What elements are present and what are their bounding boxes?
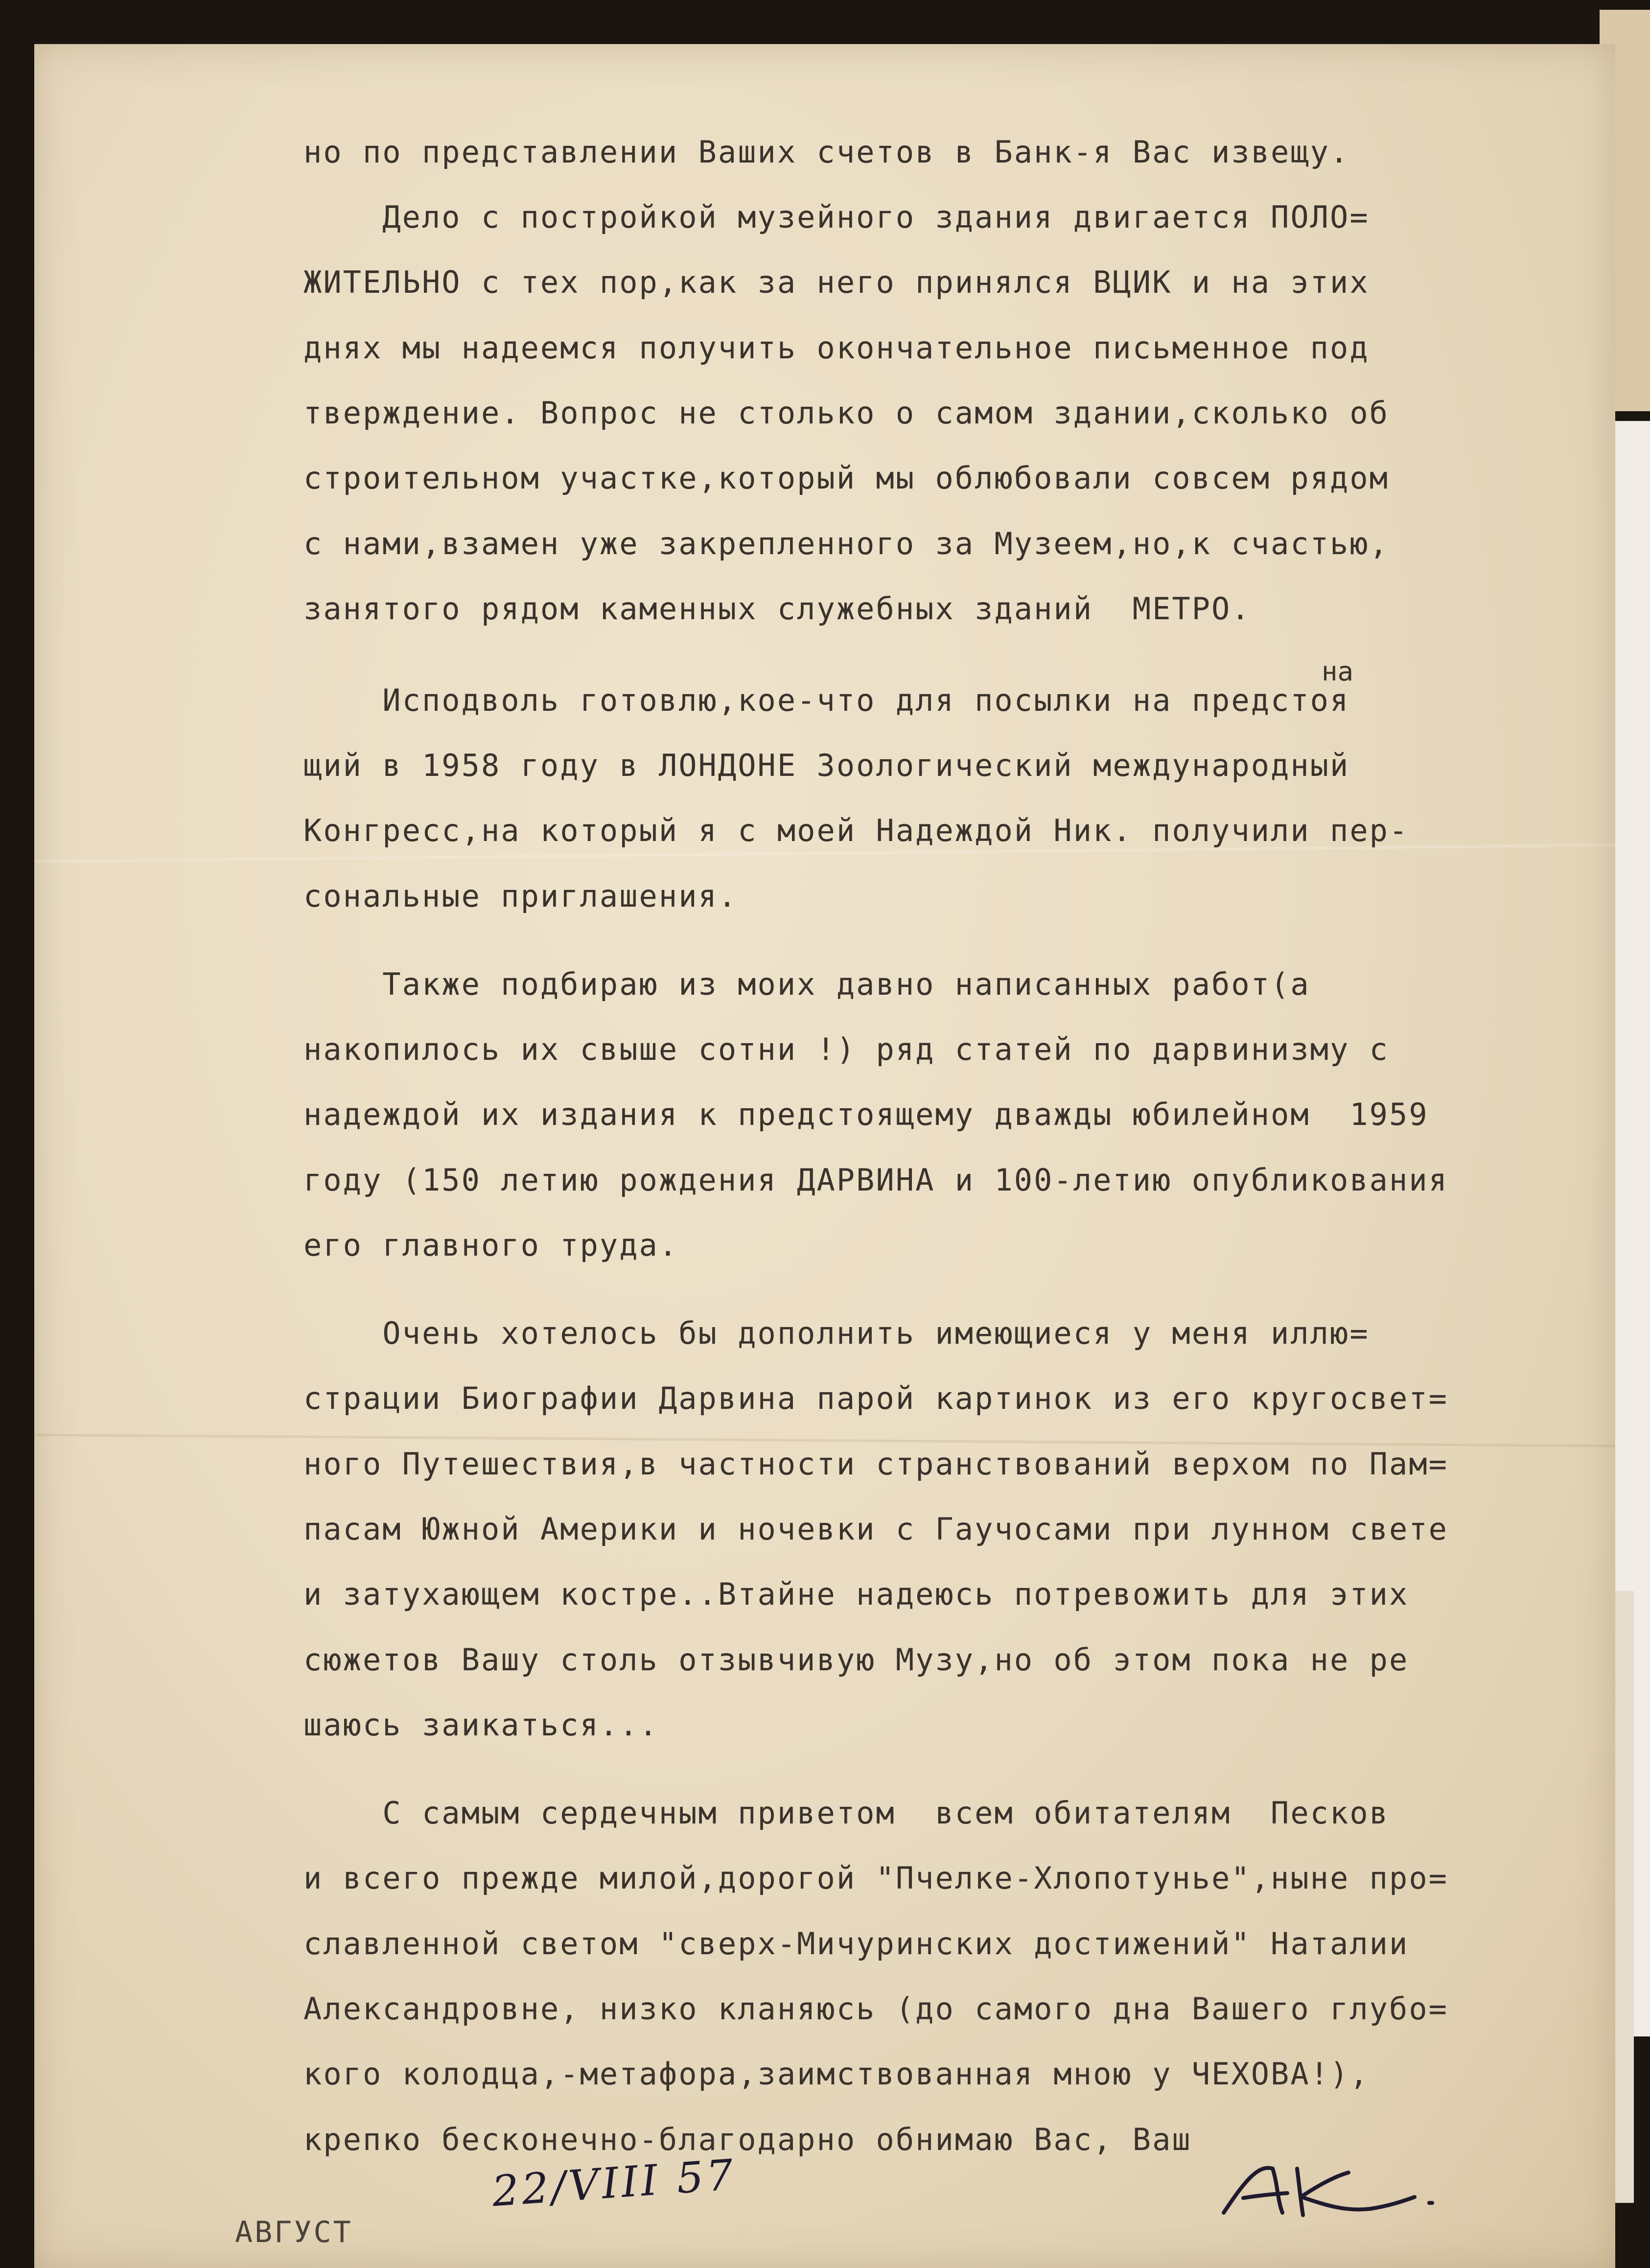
text-line: пасам Южной Америки и ночевки с Гаучосами при лунном свете xyxy=(303,1511,1448,1547)
handwritten-date: 22/VIII 57 xyxy=(490,2150,738,2217)
text-line: днях мы надеемся получить окончательное письменное под xyxy=(303,330,1370,366)
text-line: сюжетов Вашу столь отзывчивую Музу,но об этом пока не ре xyxy=(303,1642,1409,1678)
text-line: Исподволь готовлю,кое-что для посылки на предстоя xyxy=(303,682,1350,718)
text-line: страции Биографии Дарвина парой картинок из его кругосвет= xyxy=(303,1380,1448,1416)
text-line: ного Путешествия,в частности странствований верхом по Пам= xyxy=(303,1446,1448,1482)
text-line: Конгресс,на который я с моей Надеждой Ник. получили пер- xyxy=(303,813,1409,848)
text-line: надеждой их издания к предстоящему дважды юбилейном 1959 xyxy=(303,1097,1429,1132)
text-line: Очень хотелось бы дополнить имеющиеся у меня иллю= xyxy=(303,1315,1370,1351)
text-line: его главного труда. xyxy=(303,1227,679,1263)
text-line: но по представлении Ваших счетов в Банк-я Вас извещу. xyxy=(303,134,1350,170)
text-line: кого колодца,-метафора,заимствованная мною у ЧЕХОВА!), xyxy=(303,2056,1370,2092)
text-line: тверждение. Вопрос не столько о самом здании,сколько об xyxy=(303,395,1389,431)
typed-text-body xyxy=(303,134,1601,2157)
text-line: сональные приглашения. xyxy=(303,878,738,914)
text-line: году (150 летию рождения ДАРВИНА и 100-летию опубликования xyxy=(303,1162,1448,1198)
text-line: крепко бесконечно-благодарно обнимаю Вас, Ваш xyxy=(303,2122,1192,2157)
typed-insertion: на xyxy=(1322,656,1354,687)
text-line: Александровне, низко кланяюсь (до самого дна Вашего глубо= xyxy=(303,1991,1448,2027)
handwritten-signature xyxy=(1214,2154,1449,2227)
paper-crease xyxy=(34,1434,1615,1448)
text-line: щий в 1958 году в ЛОНДОНЕ Зоологический международный xyxy=(303,748,1350,783)
text-line: занятого рядом каменных служебных зданий МЕТРО. xyxy=(303,591,1251,627)
text-line: и всего прежде милой,дорогой "Пчелке-Хлопотунье",ныне про= xyxy=(303,1860,1448,1896)
text-line: накопилось их свыше сотни !) ряд статей по дарвинизму с xyxy=(303,1031,1389,1067)
text-line: славленной светом "сверх-Мичуринских достижений" Наталии xyxy=(303,1926,1409,1962)
text-line: ЖИТЕЛЬНО с тех пор,как за него принялся ВЦИК и на этих xyxy=(303,264,1370,300)
text-line: с нами,взамен уже закрепленного за Музеем,но,к счастью, xyxy=(303,526,1389,561)
text-line: строительном участке,который мы облюбовали совсем рядом xyxy=(303,460,1389,496)
stamp-month: АВГУСТ xyxy=(235,2215,353,2249)
text-line: и затухающем костре..Втайне надеюсь потревожить для этих xyxy=(303,1576,1409,1612)
text-line: С самым сердечным приветом всем обитателям Песков xyxy=(303,1795,1389,1831)
text-line: Дело с постройкой музейного здания двигается ПОЛО= xyxy=(303,199,1370,235)
text-line: шаюсь заикаться... xyxy=(303,1707,659,1743)
text-line: Также подбираю из моих давно написанных работ(а xyxy=(303,966,1310,1002)
